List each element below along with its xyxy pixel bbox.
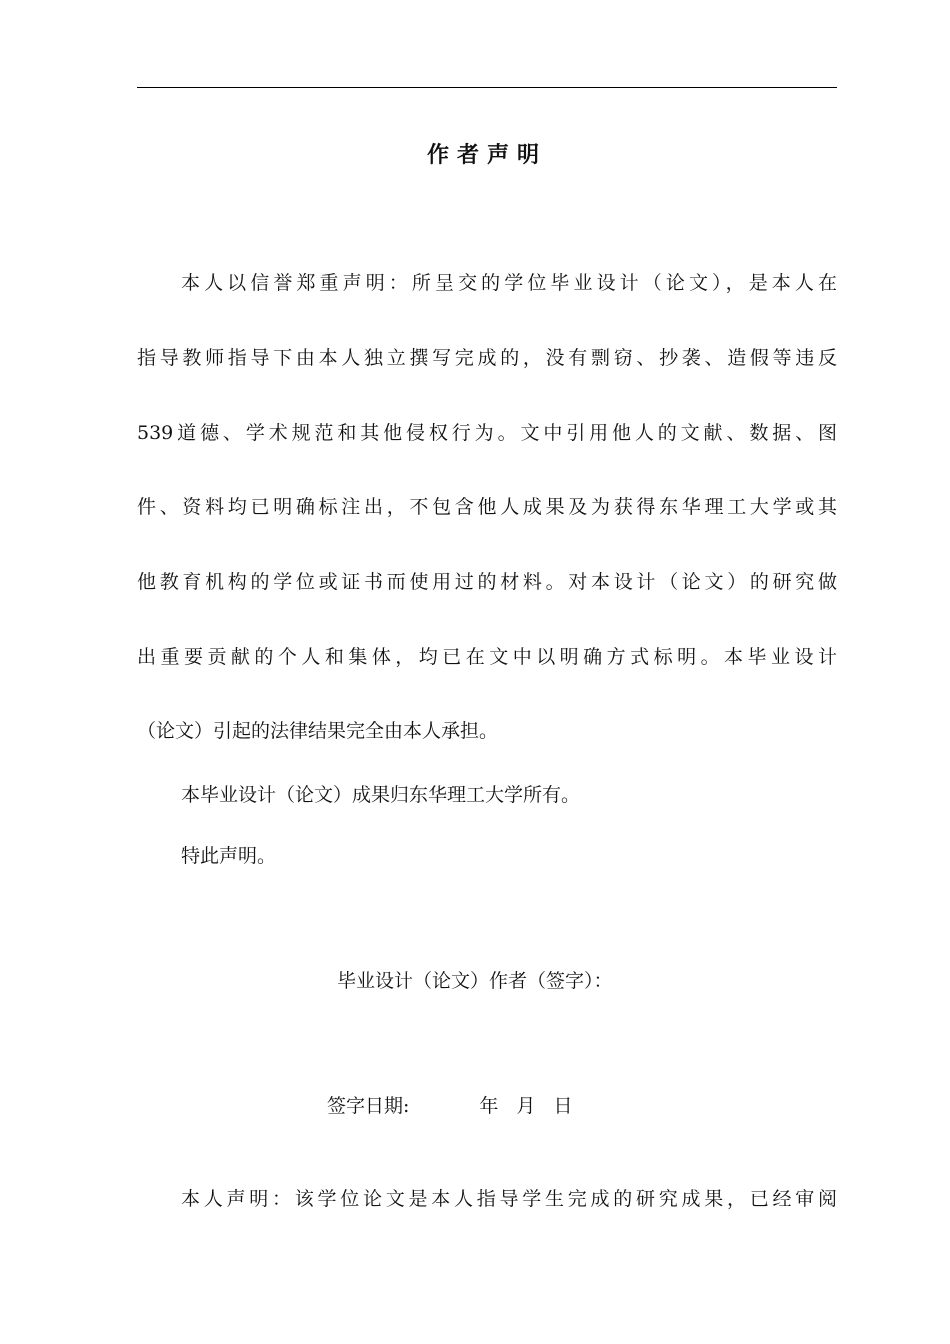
declaration-line-5: 他教育机构的学位或证书而使用过的材料。对本设计（论文）的研究做 <box>137 571 837 593</box>
declaration-line-4: 件、资料均已明确标注出，不包含他人成果及为获得东华理工大学或其 <box>137 496 837 518</box>
declaration-line-6: 出重要贡献的个人和集体，均已在文中以明确方式标明。本毕业设计 <box>137 646 837 668</box>
ownership-statement: 本毕业设计（论文）成果归东华理工大学所有。 <box>181 784 581 806</box>
closing-statement: 特此声明。 <box>181 845 277 867</box>
signature-date <box>327 1091 572 1121</box>
date-label: 签字日期: <box>327 1095 410 1117</box>
date-year: 年 <box>479 1095 499 1117</box>
date-day: 日 <box>553 1095 573 1117</box>
declaration-line-7: （论文）引起的法律结果完全由本人承担。 <box>137 720 499 742</box>
header-rule <box>137 87 837 88</box>
declaration-line-1: 本人以信誉郑重声明：所呈交的学位毕业设计（论文），是本人在 <box>181 272 837 294</box>
advisor-statement: 本人声明：该学位论文是本人指导学生完成的研究成果，已经审阅 <box>181 1188 837 1210</box>
page-title: 作者声明 <box>426 142 547 168</box>
date-month: 月 <box>516 1095 536 1117</box>
declaration-line-3: 539道德、学术规范和其他侵权行为。文中引用他人的文献、数据、图 <box>137 422 837 444</box>
signature-label: 毕业设计（论文）作者（签字）： <box>337 970 613 992</box>
declaration-line-2: 指导教师指导下由本人独立撰写完成的，没有剽窃、抄袭、造假等违反 <box>137 347 837 369</box>
